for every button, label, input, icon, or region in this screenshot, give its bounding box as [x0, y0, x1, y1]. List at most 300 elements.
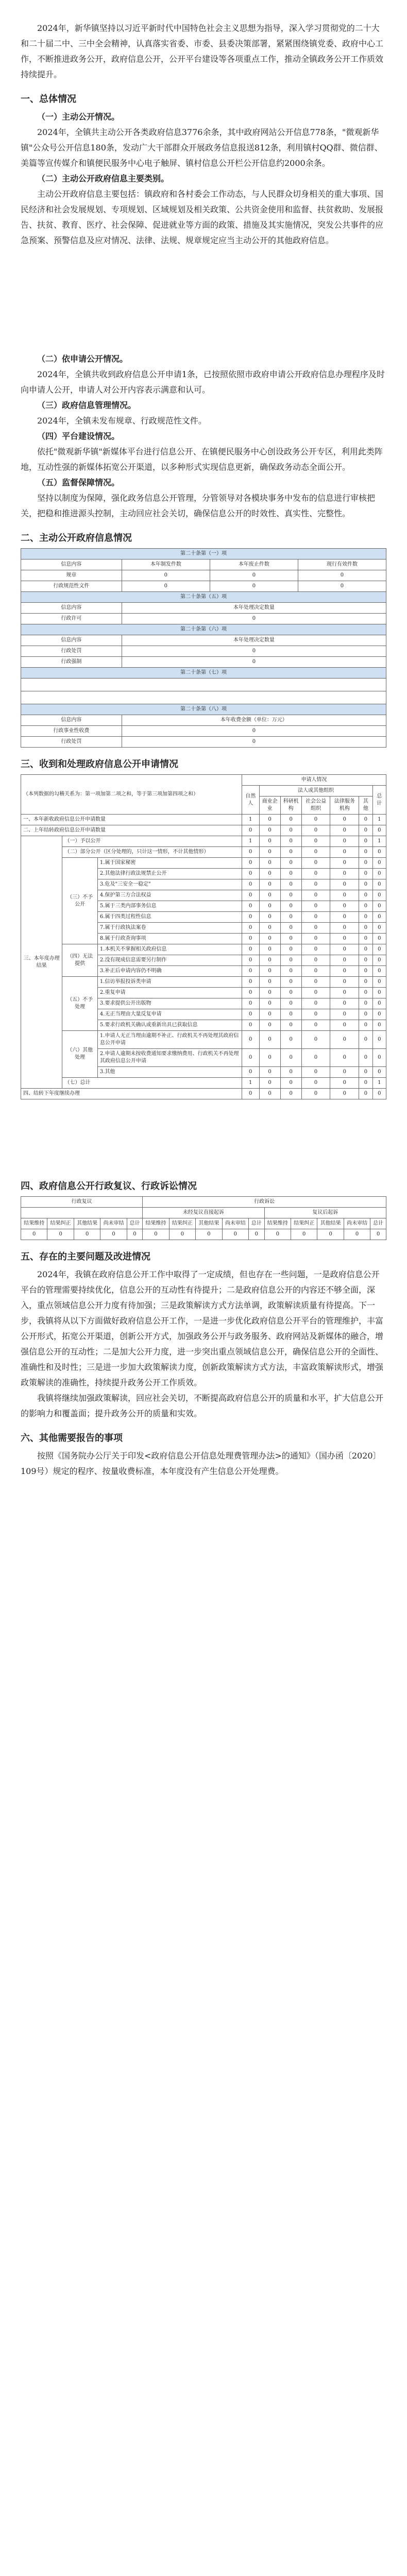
s1-2-title: （二）主动公开政府信息主要类别。 [37, 174, 169, 183]
row-label: 3.补正后申请内容仍不明确 [97, 966, 242, 977]
value-cell: 0 [359, 998, 372, 1009]
value-cell: 0 [280, 847, 301, 858]
value-cell: 0 [259, 890, 280, 901]
row-label: 1.申请人无正当理由逾期不补正、行政机关不再处理其政府信息公开申请 [97, 1031, 242, 1049]
value-cell: 0 [122, 570, 210, 581]
value-cell: 0 [301, 1009, 330, 1020]
value-cell: 0 [372, 912, 386, 923]
value-cell: 1 [372, 836, 386, 847]
s1-6-paragraph: 坚持以制度为保障，强化政务信息公开管理，分管领导对各模块事务中发布的信息进行审核把关，把稳和推进源头控制，主动回应社会关切，确保信息公开的时效性、真实性、完整性。 [21, 493, 376, 518]
value-cell: 0 [330, 825, 359, 836]
value-cell: 0 [122, 614, 386, 624]
value-cell: 0 [280, 1031, 301, 1049]
value-cell: 0 [330, 858, 359, 869]
value-cell: 0 [210, 570, 298, 581]
section-4-title: 四、政府信息公开行政复议、行政诉讼情况 [21, 1181, 197, 1192]
band-row: 第二十条第（一）项 [21, 549, 386, 560]
value-cell: 0 [359, 1009, 372, 1020]
value-cell: 0 [359, 955, 372, 966]
value-cell: 0 [359, 966, 372, 977]
value-cell: 0 [259, 836, 280, 847]
value-cell: 0 [280, 869, 301, 879]
value-cell: 0 [330, 879, 359, 890]
value-cell: 0 [359, 988, 372, 998]
value-cell: 0 [127, 1229, 142, 1240]
value-cell: 0 [301, 977, 330, 988]
value-cell: 0 [330, 1089, 359, 1099]
value-cell: 0 [330, 1049, 359, 1067]
value-cell: 0 [259, 847, 280, 858]
s1-3-paragraph: 2024年，全镇共收到政府信息公开申请1条，已按照依照市政府申请公开政府信息办理程序及时向申请人公开，申请人对公开内容表示满意和认可。 [21, 369, 385, 395]
row-label: 规章 [21, 570, 122, 581]
value-cell: 0 [280, 944, 301, 955]
section-2-title: 二、主动公开政府信息情况 [21, 533, 132, 544]
value-cell: 0 [280, 955, 301, 966]
value-cell: 0 [359, 1031, 372, 1049]
value-cell: 0 [301, 934, 330, 944]
value-cell: 0 [259, 1067, 280, 1078]
value-cell: 0 [259, 912, 280, 923]
value-cell: 0 [291, 1229, 317, 1240]
value-cell: 0 [242, 1049, 259, 1067]
value-cell: 0 [280, 977, 301, 988]
row-label: 三、本年度办理结果 [21, 836, 62, 1089]
value-cell: 0 [280, 879, 301, 890]
value-cell: 0 [372, 879, 386, 890]
value-cell: 0 [280, 858, 301, 869]
value-cell: 0 [242, 944, 259, 955]
value-cell: 0 [242, 955, 259, 966]
blank-row [21, 679, 386, 691]
value-cell: 0 [372, 901, 386, 912]
row-label: 6.属于四类过程性信息 [97, 912, 242, 923]
value-cell: 0 [298, 570, 386, 581]
value-cell: 0 [122, 646, 386, 657]
value-cell: 0 [242, 1031, 259, 1049]
value-cell: 0 [330, 1031, 359, 1049]
value-cell: 0 [330, 955, 359, 966]
header-cell: 结果纠正 [47, 1218, 74, 1229]
value-cell: 0 [359, 1089, 372, 1099]
value-cell: 0 [242, 825, 259, 836]
row-label: 行政处罚 [21, 737, 122, 748]
value-cell: 0 [330, 1009, 359, 1020]
s1-5-paragraph: 依托"微观新华镇"新媒体平台进行信息公开、在镇便民服务中心创设政务公开专区，利用此类阵地，互动性强的新媒体拓宽公开渠道，以多种形式实现信息更新，确保政务动态全面公开。 [21, 447, 383, 472]
value-cell: 1 [372, 815, 386, 825]
row-label: 3.危及"三安全一稳定" [97, 879, 242, 890]
value-cell: 0 [301, 1067, 330, 1078]
value-cell: 0 [259, 923, 280, 934]
header-cell: 信息内容 [21, 635, 122, 646]
value-cell: 0 [301, 988, 330, 998]
value-cell: 0 [301, 815, 330, 825]
s1-3-title: （二）依申请公开情况。 [37, 354, 128, 364]
table-row [21, 1089, 386, 1099]
value-cell: 0 [280, 1009, 301, 1020]
value-cell: 0 [372, 955, 386, 966]
value-cell: 0 [242, 847, 259, 858]
header-cell: 申请人情况 [242, 775, 386, 786]
value-cell: 0 [372, 825, 386, 836]
header-cell: 本年收费金额（单位：万元） [122, 715, 386, 726]
intro-paragraph: 2024年，新华镇坚持以习近平新时代中国特色社会主义思想为指导，深入学习贯彻党的二十大和二十届二中、三中全会精神，认真落实省委、市委、县委决策部署，紧紧围绕镇党委、政府中心工作，不断推进政务公开，政府信息公开，公开平台建设等各项重点工作，推动全镇政务公开工作质效持续提升。 [21, 23, 384, 79]
value-cell: 0 [259, 869, 280, 879]
value-cell: 0 [330, 1078, 359, 1089]
value-cell: 0 [330, 1020, 359, 1031]
value-cell: 0 [21, 1229, 47, 1240]
value-cell: 0 [359, 977, 372, 988]
value-cell: 0 [359, 869, 372, 879]
table-row [21, 836, 386, 847]
value-cell: 0 [330, 890, 359, 901]
header-cell: 总计 [372, 786, 386, 815]
value-cell: 0 [280, 912, 301, 923]
value-cell: 0 [259, 1089, 280, 1099]
value-cell: 0 [301, 1049, 330, 1067]
value-cell: 0 [359, 815, 372, 825]
value-cell: 0 [242, 998, 259, 1009]
row-label: （一）予以公开 [62, 836, 242, 847]
value-cell: 0 [242, 912, 259, 923]
value-cell: 0 [330, 998, 359, 1009]
value-cell: 0 [196, 1229, 222, 1240]
value-cell: 0 [301, 955, 330, 966]
application-table [21, 774, 386, 1099]
row-label: 5.要求行政机关确认或重新出具已获取信息 [97, 1020, 242, 1031]
row-label: 4.保护第三方合法权益 [97, 890, 242, 901]
value-cell: 0 [259, 879, 280, 890]
row-label: 8.属于行政查询事项 [97, 934, 242, 944]
header-cell: 其他结果 [196, 1218, 222, 1229]
value-cell: 0 [298, 581, 386, 592]
s1-4-paragraph: 2024年，全镇未发布规章、行政规范性文件。 [37, 416, 207, 426]
value-cell: 0 [301, 1078, 330, 1089]
row-label: 2.重复申请 [97, 988, 242, 998]
row-label: 5.属于三类内部事务信息 [97, 901, 242, 912]
row-label: 二、上年结转政府信息公开申请数量 [21, 825, 242, 836]
s1-5-title: （四）平台建设情况。 [37, 431, 120, 441]
value-cell: 0 [280, 988, 301, 998]
value-cell: 0 [301, 923, 330, 934]
header-cell: 信息内容 [21, 715, 122, 726]
value-cell: 0 [259, 998, 280, 1009]
value-cell: 0 [372, 890, 386, 901]
value-cell: 0 [301, 912, 330, 923]
header-cell: 其他结果 [74, 1218, 100, 1229]
value-cell: 0 [344, 1229, 370, 1240]
header-cell: 本年制发件数 [122, 560, 210, 570]
header-cell: 其他 [359, 796, 372, 815]
value-cell: 0 [330, 912, 359, 923]
value-cell: 0 [359, 890, 372, 901]
value-cell: 0 [359, 847, 372, 858]
value-cell: 0 [359, 901, 372, 912]
value-cell: 0 [370, 1229, 386, 1240]
value-cell: 0 [280, 966, 301, 977]
value-cell: 0 [122, 726, 386, 737]
value-cell: 0 [259, 1078, 280, 1089]
value-cell: 0 [280, 1078, 301, 1089]
header-cell: 法人或其他组织 [259, 786, 372, 796]
value-cell: 0 [372, 944, 386, 955]
band-row: 第二十条第（五）项 [21, 592, 386, 603]
header-cell: 结果维持 [264, 1218, 291, 1229]
value-cell: 0 [242, 901, 259, 912]
row-label: 四、结转下年度继续办理 [21, 1089, 242, 1099]
value-cell: 0 [280, 998, 301, 1009]
value-cell: 0 [242, 1089, 259, 1099]
value-cell: 0 [242, 1009, 259, 1020]
header-cell: 现行有效件数 [298, 560, 386, 570]
row-label: 2.申请人逾期未按收费通知要求缴纳费用、行政机关不再处理其政府信息公开申请 [97, 1049, 242, 1067]
header-cell: 总计 [249, 1218, 264, 1229]
band-row: 第二十条第（七）项 [21, 668, 386, 679]
value-cell: 0 [259, 966, 280, 977]
value-cell: 0 [330, 815, 359, 825]
value-cell: 0 [330, 977, 359, 988]
band-row: 第二十条第（八）项 [21, 704, 386, 715]
value-cell: 0 [301, 944, 330, 955]
value-cell: 1 [242, 1078, 259, 1089]
value-cell: 0 [359, 858, 372, 869]
value-cell: 0 [301, 901, 330, 912]
value-cell: 0 [330, 944, 359, 955]
value-cell: 0 [301, 1031, 330, 1049]
section-6-title: 六、其他需要报告的事项 [21, 1433, 123, 1444]
value-cell: 0 [359, 1067, 372, 1078]
value-cell: 0 [280, 836, 301, 847]
header-cell: 本年废止件数 [210, 560, 298, 570]
value-cell: 0 [249, 1229, 264, 1240]
s6-paragraph: 按照《国务院办公厅关于印发<政府信息公开信息处理费管理办法>的通知》（国办函〔2020〕109号）规定的程序、按量收费标准，本年度没有产生信息公开处理费。 [21, 1451, 381, 1476]
value-cell: 0 [330, 901, 359, 912]
value-cell: 0 [259, 988, 280, 998]
value-cell: 1 [372, 1078, 386, 1089]
value-cell: 0 [280, 901, 301, 912]
value-cell: 0 [372, 998, 386, 1009]
value-cell: 0 [259, 815, 280, 825]
value-cell: 0 [280, 1089, 301, 1099]
value-cell: 0 [359, 1020, 372, 1031]
value-cell: 0 [359, 912, 372, 923]
value-cell: 0 [372, 1031, 386, 1049]
value-cell: 0 [372, 1020, 386, 1031]
value-cell: 0 [259, 1049, 280, 1067]
row-label: 行政许可 [21, 614, 122, 624]
header-cell: 社会公益组织 [301, 796, 330, 815]
value-cell: 0 [242, 988, 259, 998]
header-cell: 其他结果 [317, 1218, 344, 1229]
value-cell: 0 [259, 955, 280, 966]
row-label: 行政处罚 [21, 646, 122, 657]
value-cell: 0 [242, 890, 259, 901]
value-cell: 0 [359, 923, 372, 934]
value-cell: 0 [330, 869, 359, 879]
value-cell: 0 [280, 1049, 301, 1067]
header-cell: 尚未审结 [222, 1218, 248, 1229]
row-label: 2.没有现成信息需要另行制作 [97, 955, 242, 966]
header-cell: 未经复议直接起诉 [143, 1208, 264, 1218]
header-cell: 复议后起诉 [264, 1208, 386, 1218]
s1-1-paragraph: 2024年，全镇共主动公开各类政府信息3776余条，其中政府网站公开信息778条，"微观新华镇"公众号公开信息180条，发动广大干部群众开展政务信息报送812条，利用镇村QQ群、微信群、美篇等宣传媒介和镇便民服务中心电子触屏、镇村信息公开栏公开信息约2000余条。 [21, 127, 383, 168]
row-label: 行政事业性收费 [21, 726, 122, 737]
row-label: （二）部分公开（区分处理的，只计这一情形，不计其他情形） [62, 847, 242, 858]
row-label: （五）不予处理 [62, 977, 97, 1031]
value-cell: 0 [259, 944, 280, 955]
value-cell: 0 [372, 847, 386, 858]
value-cell: 0 [301, 858, 330, 869]
s1-2-paragraph: 主动公开政府信息主要包括：镇政府和各村委会工作动态，与人民群众切身相关的重大事项、国民经济和社会发展规划、专项规划、区域规划及相关政策、公共资金使用和监督、扶贫救助、发展报告、扶贫、教育、医疗、社会保障、促进就业等方面的政策、措施及其实施情况，突发公共事件的应急预案、预警信息及应对情况、法律、法规、规章规定应当主动公开的其他政府信息。 [21, 189, 384, 245]
value-cell: 0 [301, 869, 330, 879]
row-label: （四）无法提供 [62, 944, 97, 977]
value-cell: 0 [259, 1020, 280, 1031]
value-cell: 0 [372, 1009, 386, 1020]
value-cell: 0 [259, 1031, 280, 1049]
header-cell: 科研机构 [280, 796, 301, 815]
section-1-title: 一、总体情况 [21, 94, 76, 105]
row-label: （六）其他处理 [62, 1031, 97, 1078]
value-cell: 0 [264, 1229, 291, 1240]
value-cell: 0 [359, 836, 372, 847]
value-cell: 0 [317, 1229, 344, 1240]
value-cell: 1 [242, 836, 259, 847]
value-cell: 0 [330, 847, 359, 858]
value-cell: 0 [301, 836, 330, 847]
header-cell [21, 1208, 143, 1218]
header-cell: 结果纠正 [169, 1218, 195, 1229]
header-cell: 结果维持 [21, 1218, 47, 1229]
value-cell: 0 [242, 977, 259, 988]
value-cell: 0 [259, 1009, 280, 1020]
header-cell: 行政诉讼 [143, 1197, 386, 1208]
value-cell: 0 [372, 977, 386, 988]
value-cell: 0 [301, 825, 330, 836]
value-cell: 0 [259, 858, 280, 869]
value-cell: 0 [242, 1067, 259, 1078]
row-label: 4.无正当理由大量反复申请 [97, 1009, 242, 1020]
value-cell: 0 [280, 1067, 301, 1078]
value-cell: 0 [359, 825, 372, 836]
value-cell: 0 [122, 657, 386, 668]
row-label: （三）不予公开 [62, 858, 97, 944]
row-label: 3.其他 [97, 1067, 242, 1078]
value-cell: 0 [259, 977, 280, 988]
value-cell: 0 [74, 1229, 100, 1240]
value-cell: 0 [280, 923, 301, 934]
row-label: 1.本机关不掌握相关政府信息 [97, 944, 242, 955]
value-cell: 0 [143, 1229, 169, 1240]
value-cell: 0 [359, 934, 372, 944]
value-cell: 0 [372, 1049, 386, 1067]
header-cell: 结果纠正 [291, 1218, 317, 1229]
value-cell: 0 [222, 1229, 248, 1240]
header-cell: 行政复议 [21, 1197, 143, 1208]
row-label: 2.其他法律行政法规禁止公开 [97, 869, 242, 879]
s5-paragraph-2: 我镇将继续加强政策解读，回应社会关切，不断提高政府信息公开的质量和水平，扩大信息公开的影响力和覆盖面；提升政务公开的质量和实效。 [21, 1393, 384, 1418]
value-cell: 0 [372, 858, 386, 869]
value-cell: 0 [372, 869, 386, 879]
header-cell: 尚未审结 [100, 1218, 127, 1229]
value-cell: 0 [359, 879, 372, 890]
value-cell: 0 [330, 1067, 359, 1078]
value-cell: 0 [372, 1067, 386, 1078]
active-disclosure-table [21, 548, 386, 748]
value-cell: 0 [259, 825, 280, 836]
value-cell: 0 [259, 934, 280, 944]
header-cell: 本年处理决定数量 [122, 635, 386, 646]
value-cell: 0 [330, 988, 359, 998]
value-cell: 0 [242, 879, 259, 890]
value-cell: 0 [122, 737, 386, 748]
value-cell: 0 [301, 879, 330, 890]
value-cell: 0 [372, 988, 386, 998]
row-label: 行政规范性文件 [21, 581, 122, 592]
table-row [21, 1078, 386, 1089]
value-cell: 0 [372, 934, 386, 944]
value-cell: 0 [330, 836, 359, 847]
value-cell: 0 [301, 1020, 330, 1031]
value-cell: 0 [169, 1229, 195, 1240]
value-cell: 0 [280, 934, 301, 944]
header-cell: 自然人 [242, 786, 259, 815]
value-cell: 0 [301, 998, 330, 1009]
section-3-title: 三、收到和处理政府信息公开申请情况 [21, 759, 178, 770]
table-row [21, 977, 386, 988]
table-row [21, 858, 386, 869]
value-cell: 0 [359, 1049, 372, 1067]
header-cell: 信息内容 [21, 603, 122, 614]
band-row: 第二十条第（六）项 [21, 624, 386, 635]
value-cell: 0 [330, 923, 359, 934]
header-cell: 结果维持 [143, 1218, 169, 1229]
table-row [21, 1031, 386, 1049]
value-cell: 0 [242, 1020, 259, 1031]
review-litigation-table [21, 1196, 386, 1240]
header-cell: 本年处理决定数量 [122, 603, 386, 614]
row-label: 7.属于行政执法案卷 [97, 923, 242, 934]
value-cell: 0 [280, 825, 301, 836]
header-cell: 总计 [127, 1218, 142, 1229]
value-cell: 0 [280, 815, 301, 825]
row-label: 一、本年新收政府信息公开申请数量 [21, 815, 242, 825]
s1-4-title: （三）政府信息管理情况。 [37, 400, 137, 410]
value-cell: 0 [359, 944, 372, 955]
header-cell: （本列数据的勾稽关系为：第一项加第二项之和，等于第三项加第四项之和） [21, 775, 242, 815]
s5-paragraph-1: 2024年，我镇在政府信息公开工作中取得了一定成绩，但也存在一些问题，一是政府信息公开平台的管理需要持续优化，信息公开的互动性有待提升；二是政府信息公开的内容还不够全面，深入，重点领域信息公开力度有待加强；三是政策解读方式方法单调，政策解读质量有待提高。下一步，我镇将从以下方面做好政府信息公开工作，一是进一步优化政府信息公开平台的管理维护，丰富公开形式，拓宽公开渠道，创新公开方式，加强政务公开与政务服务、政府网站及新媒体的融合，增强信息公开的互动性；二是加大公开力度，进一步突出重点领域信息公开，确保信息公开的全面性、准确性和及时性；三是进一步加大政策解读力度，创新政策解读方式方法，丰富政策解读形式，增强政策解读的准确性，持续提升政务公开工作质效。 [21, 1269, 384, 1387]
value-cell: 0 [242, 869, 259, 879]
value-cell: 0 [372, 966, 386, 977]
s1-1-title: （一）主动公开情况。 [37, 112, 120, 122]
value-cell: 0 [242, 934, 259, 944]
row-label: 3.要求提供公开出版物 [97, 998, 242, 1009]
value-cell: 0 [280, 890, 301, 901]
value-cell: 0 [330, 934, 359, 944]
table-row [21, 944, 386, 955]
value-cell: 0 [122, 581, 210, 592]
value-cell: 0 [301, 847, 330, 858]
value-cell: 0 [280, 1020, 301, 1031]
header-cell: 商业企业 [259, 796, 280, 815]
row-label: 1.信访举报投诉类申请 [97, 977, 242, 988]
value-cell: 0 [301, 1089, 330, 1099]
value-cell: 0 [330, 966, 359, 977]
header-cell: 总计 [370, 1218, 386, 1229]
value-cell: 0 [259, 901, 280, 912]
value-cell: 0 [47, 1229, 74, 1240]
row-label: （七）总计 [62, 1078, 242, 1089]
s1-6-title: （五）监督保障情况。 [37, 478, 120, 487]
table-row [21, 847, 386, 858]
